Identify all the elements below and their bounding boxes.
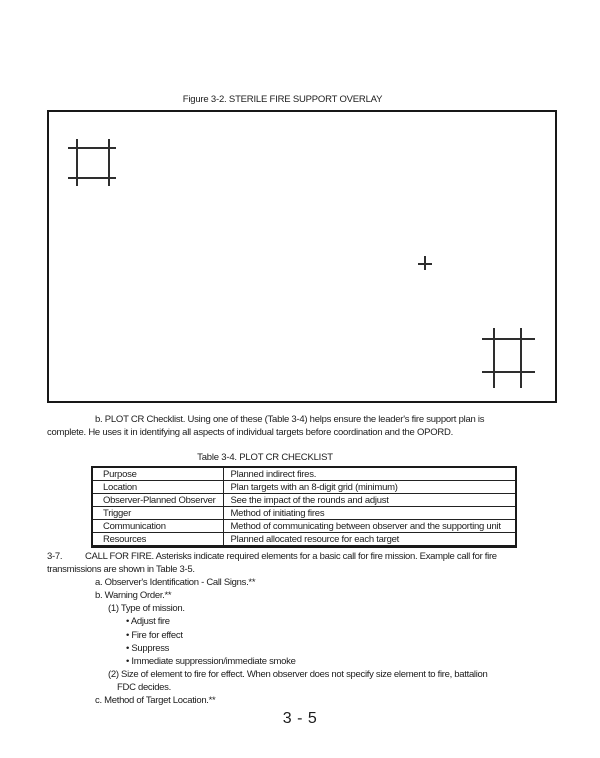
call-for-fire-line: (2) Size of element to fire for effect. When observer does not specify size element to fire, battalion [108,668,488,680]
table-row [92,494,516,507]
hash-line [493,328,495,388]
row-value-cell: See the impact of the rounds and adjust [223,494,516,507]
paragraph-text: CALL FOR FIRE. Asterisks indicate required elements for a basic call for fire mission. Example call for fire [85,551,497,562]
call-for-fire-line: • Fire for effect [126,629,183,641]
row-label-cell: Observer-Planned Observer [92,494,223,507]
hash-line [76,139,78,186]
row-label-cell: Purpose [92,467,223,481]
hash-line [482,371,535,373]
table-row [92,467,516,481]
hash-line [520,328,522,388]
call-for-fire-line: • Adjust fire [126,616,170,628]
call-for-fire-line: b. Warning Order.** [95,590,172,602]
plot-cr-paragraph [47,413,577,439]
row-value-cell: Planned allocated resource for each target [223,533,516,547]
row-value-cell: Method of initiating fires [223,507,516,520]
table-row [92,520,516,533]
row-value-cell: Planned indirect fires. [223,467,516,481]
plot-cr-checklist-table [91,466,517,548]
figure-caption: Figure 3-2. STERILE FIRE SUPPORT OVERLAY [182,94,383,105]
call-for-fire-section [47,550,592,707]
paragraph-line: b. PLOT CR Checklist. Using one of these (Table 3-4) helps ensure the leader's fire support plan is [95,414,485,425]
hash-line [482,338,535,340]
page-number: 3 - 5 [282,710,318,727]
row-label-cell: Communication [92,520,223,533]
paragraph-line: complete. He uses it in identifying all aspects of individual targets before coordination and the OPORD. [47,427,453,438]
call-for-fire-line [47,550,592,563]
row-value-cell: Method of communicating between observer and the supporting unit [223,520,516,533]
call-for-fire-line: (1) Type of mission. [108,603,185,615]
call-for-fire-line: • Suppress [126,642,170,654]
call-for-fire-line: transmissions are shown in Table 3-5. [47,564,195,576]
row-value-cell: Plan targets with an 8-digit grid (minimum) [223,481,516,494]
call-for-fire-line: c. Method of Target Location.** [95,695,216,707]
row-label-cell: Location [92,481,223,494]
row-label-cell: Resources [92,533,223,547]
call-for-fire-line: FDC decides. [117,681,171,693]
call-for-fire-line: • Immediate suppression/immediate smoke [126,655,296,667]
hash-line [108,139,110,186]
table-caption: Table 3-4. PLOT CR CHECKLIST [197,452,333,463]
row-label-cell: Trigger [92,507,223,520]
table-row [92,481,516,494]
call-for-fire-line: a. Observer's Identification - Call Signs.** [95,577,256,589]
fire-support-overlay-box [47,110,557,403]
cross-line [424,256,426,270]
table-row [92,533,516,547]
paragraph-number: 3-7. [47,551,63,562]
table-row [92,507,516,520]
